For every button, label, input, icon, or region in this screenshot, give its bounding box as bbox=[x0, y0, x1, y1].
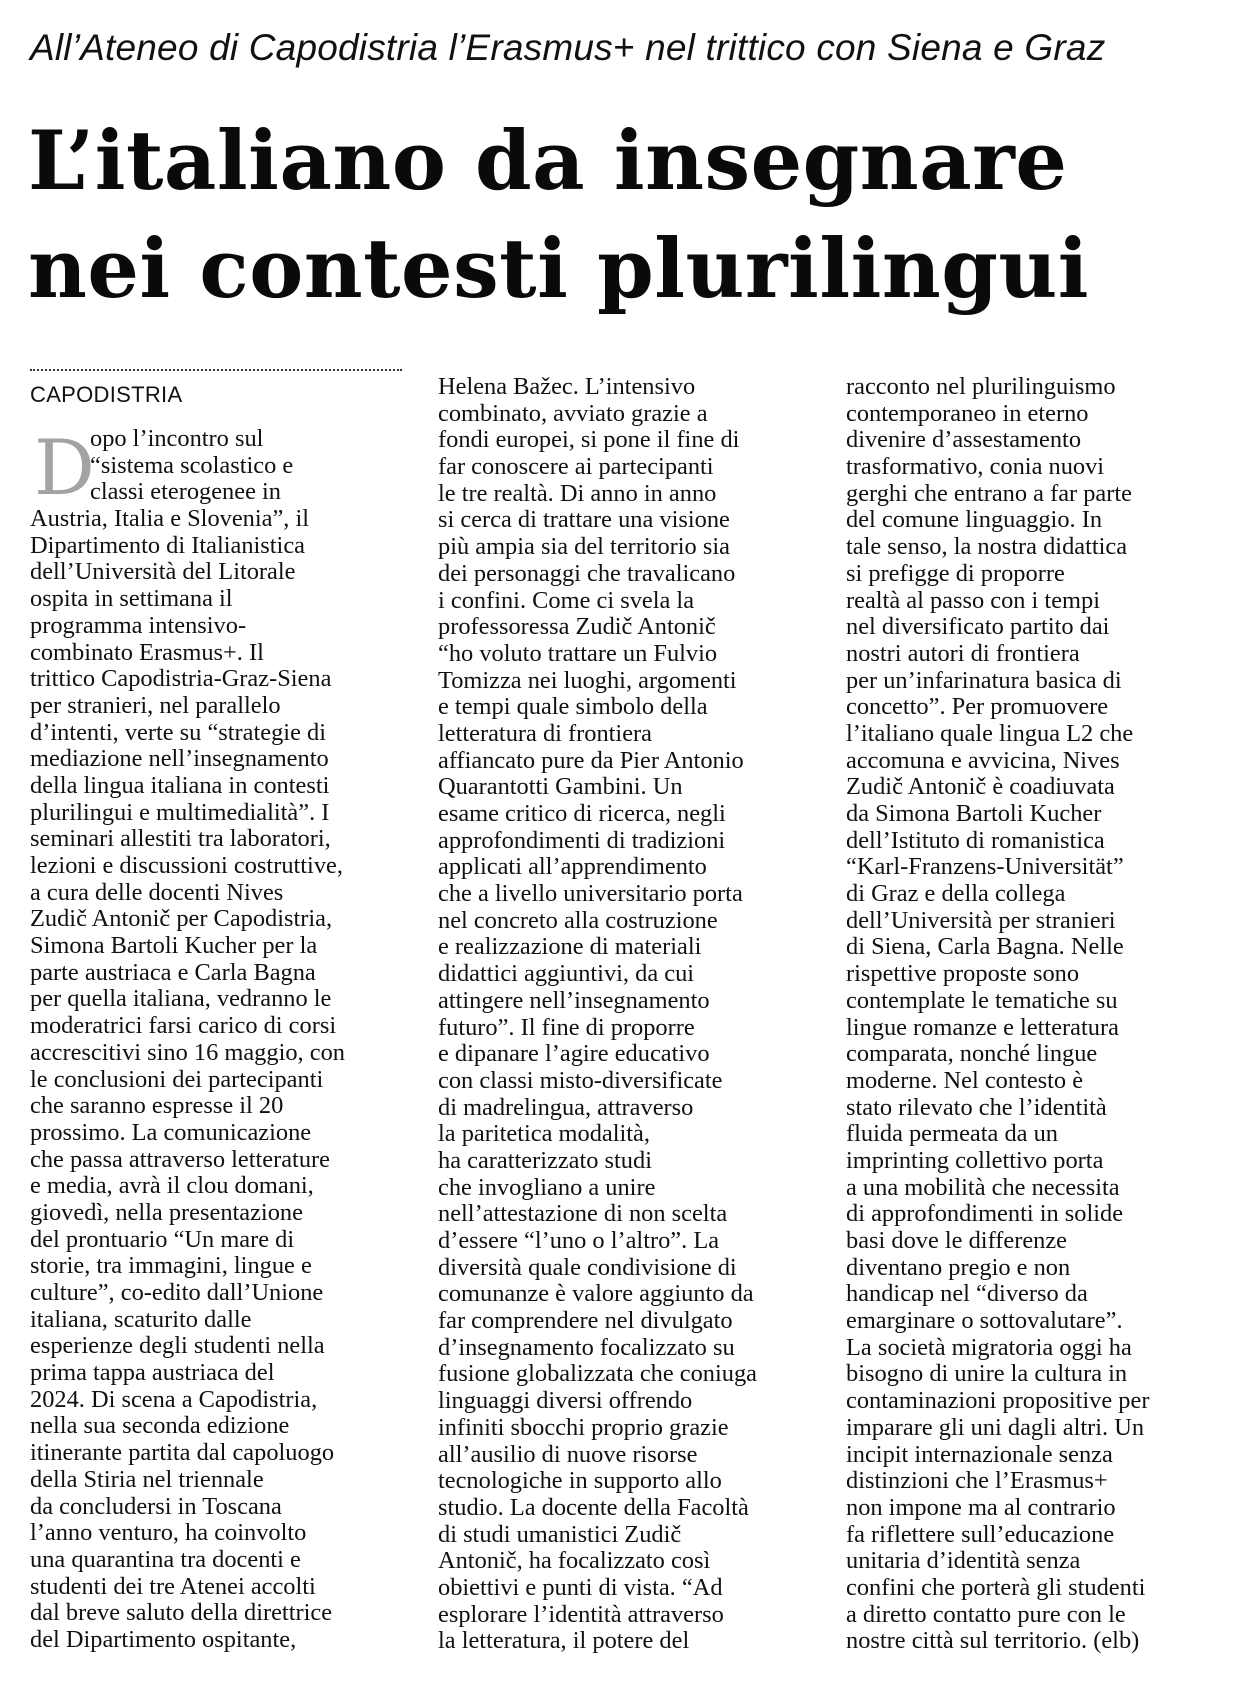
text-line: d’intenti, verte su “strategie di bbox=[30, 718, 326, 746]
article-kicker: All’Ateneo di Capodistria l’Erasmus+ nel trittico con Siena e Graz bbox=[30, 27, 1106, 68]
text-line: lezioni e discussioni costruttive, bbox=[30, 852, 343, 879]
text-line: approfondimenti di tradizioni bbox=[438, 826, 726, 854]
text-line: della Stiria nel triennale bbox=[30, 1465, 264, 1493]
text-line: La società migratoria oggi ha bbox=[846, 1333, 1132, 1361]
text-line: Dipartimento di Italianistica bbox=[30, 531, 305, 559]
text-line: dal breve saluto della direttrice bbox=[30, 1599, 333, 1627]
text-line: classi eterogenee in bbox=[90, 478, 281, 506]
text-line: la letteratura, il potere del bbox=[438, 1627, 690, 1655]
text-line: le conclusioni dei partecipanti bbox=[30, 1065, 324, 1093]
text-line: che invogliano a unire bbox=[438, 1173, 656, 1201]
text-line: racconto nel plurilinguismo bbox=[846, 373, 1116, 400]
article-headline bbox=[28, 108, 1238, 324]
text-line: dell’Università del Litorale bbox=[30, 558, 296, 586]
text-line: unitaria d’identità senza bbox=[846, 1547, 1081, 1575]
text-line: Austria, Italia e Slovenia”, il bbox=[30, 505, 310, 533]
text-line: si cerca di trattare una visione bbox=[438, 506, 730, 534]
text-line: “sistema scolastico e bbox=[90, 451, 294, 479]
text-line: che saranno espresse il 20 bbox=[30, 1092, 284, 1120]
text-line: del Dipartimento ospitante, bbox=[30, 1625, 297, 1653]
text-line: del comune linguaggio. In bbox=[846, 506, 1103, 534]
text-line: nell’attestazione di non scelta bbox=[438, 1200, 728, 1228]
article-column-3 bbox=[846, 374, 1231, 1655]
text-line: si prefigge di proporre bbox=[846, 559, 1065, 587]
text-line: seminari allestiti tra laboratori, bbox=[30, 825, 331, 853]
text-line: itinerante partita dal capoluogo bbox=[30, 1439, 335, 1467]
text-line: d’insegnamento focalizzato su bbox=[438, 1333, 735, 1361]
text-line: e realizzazione di materiali bbox=[438, 933, 702, 961]
text-line: della lingua italiana in contesti bbox=[30, 771, 330, 799]
text-line: studenti dei tre Atenei accolti bbox=[30, 1572, 316, 1600]
text-line: del prontuario “Un mare di bbox=[30, 1225, 295, 1253]
text-line: Helena Bažec. L’intensivo bbox=[438, 373, 696, 400]
text-line: moderne. Nel contesto è bbox=[846, 1066, 1084, 1094]
text-line: infiniti sbocchi proprio grazie bbox=[438, 1413, 729, 1441]
text-line: ha caratterizzato studi bbox=[438, 1146, 652, 1174]
text-line: contemplate le tematiche su bbox=[846, 986, 1118, 1014]
text-line: da concludersi in Toscana bbox=[30, 1492, 282, 1520]
text-line: contemporaneo in eterno bbox=[846, 399, 1089, 427]
text-line: concetto”. Per promuovere bbox=[846, 693, 1109, 721]
text-line: gerghi che entrano a far parte bbox=[846, 479, 1132, 507]
text-line: plurilingui e multimedialità”. I bbox=[30, 798, 330, 826]
text-line: “ho voluto trattare un Fulvio bbox=[438, 639, 718, 667]
text-line: stato rilevato che l’identità bbox=[846, 1093, 1107, 1121]
text-line: opo l’incontro sul bbox=[90, 425, 264, 452]
text-line: l’anno venturo, ha coinvolto bbox=[30, 1519, 307, 1547]
text-line: nel concreto alla costruzione bbox=[438, 906, 718, 934]
text-line: studio. La docente della Facoltà bbox=[438, 1493, 749, 1521]
text-line: fusione globalizzata che coniuga bbox=[438, 1360, 757, 1388]
drop-cap: D bbox=[34, 423, 95, 512]
text-line: ospita in settimana il bbox=[30, 585, 233, 613]
text-line: didattici aggiuntivi, da cui bbox=[438, 960, 695, 988]
text-line: italiana, scaturito dalle bbox=[30, 1305, 252, 1333]
text-line: fluida permeata da un bbox=[846, 1120, 1058, 1148]
text-line: attingere nell’insegnamento bbox=[438, 986, 710, 1014]
text-line: nel diversificato partito dai bbox=[846, 613, 1110, 641]
text-line: d’essere “l’uno o l’altro”. La bbox=[438, 1227, 720, 1254]
text-line: futuro”. Il fine di proporre bbox=[438, 1013, 695, 1041]
text-line: comunanze è valore aggiunto da bbox=[438, 1280, 754, 1308]
text-line: Quarantotti Gambini. Un bbox=[438, 773, 683, 801]
text-line: Antonič, ha focalizzato così bbox=[438, 1547, 711, 1575]
text-line: Zudič Antonič per Capodistria, bbox=[30, 905, 333, 933]
text-line: l’italiano quale lingua L2 che bbox=[846, 719, 1134, 747]
text-line: a cura delle docenti Nives bbox=[30, 878, 284, 906]
text-line: le tre realtà. Di anno in anno bbox=[438, 479, 717, 507]
text-line: affiancato pure da Pier Antonio bbox=[438, 746, 744, 774]
text-line: Simona Bartoli Kucher per la bbox=[30, 932, 318, 960]
text-line: programma intensivo- bbox=[30, 611, 247, 639]
text-line: lingue romanze e letteratura bbox=[846, 1013, 1119, 1041]
text-line: una quarantina tra docenti e bbox=[30, 1545, 301, 1573]
text-line: linguaggi diversi offrendo bbox=[438, 1387, 693, 1415]
text-line: di Siena, Carla Bagna. Nelle bbox=[846, 933, 1124, 961]
text-line: trittico Capodistria-Graz-Siena bbox=[30, 665, 332, 693]
text-line: dell’Istituto di romanistica bbox=[846, 826, 1105, 854]
text-line: incipit internazionale senza bbox=[846, 1440, 1113, 1468]
text-line: che passa attraverso letterature bbox=[30, 1145, 330, 1173]
text-line: comparata, nonché lingue bbox=[846, 1040, 1098, 1068]
article-column-1 bbox=[30, 423, 415, 1654]
text-line: storie, tra immagini, lingue e bbox=[30, 1252, 312, 1280]
text-line: e tempi quale simbolo della bbox=[438, 693, 708, 721]
text-line: non impone ma al contrario bbox=[846, 1493, 1116, 1521]
text-line: tale senso, la nostra didattica bbox=[846, 533, 1128, 561]
text-line: più ampia sia del territorio sia bbox=[438, 533, 730, 561]
text-line: a una mobilità che necessita bbox=[846, 1173, 1120, 1201]
text-line: parte austriaca e Carla Bagna bbox=[30, 958, 316, 986]
text-line: prossimo. La comunicazione bbox=[30, 1118, 312, 1146]
text-line: realtà al passo con i tempi bbox=[846, 586, 1100, 614]
text-line: da Simona Bartoli Kucher bbox=[846, 800, 1102, 827]
text-line: con classi misto-diversificate bbox=[438, 1066, 723, 1094]
text-line: dell’Università per stranieri bbox=[846, 906, 1116, 934]
text-line: diventano pregio e non bbox=[846, 1253, 1071, 1281]
text-line: nella sua seconda edizione bbox=[30, 1412, 290, 1440]
text-line: accrescitivi sino 16 maggio, con bbox=[30, 1038, 345, 1066]
text-line: per quella italiana, vedranno le bbox=[30, 985, 332, 1013]
text-line: per stranieri, nel parallelo bbox=[30, 691, 281, 719]
text-line: trasformativo, conia nuovi bbox=[846, 453, 1105, 481]
text-line: emarginare o sottovalutare”. bbox=[846, 1307, 1123, 1335]
text-line: accomuna e avvicina, Nives bbox=[846, 746, 1120, 774]
text-line: all’ausilio di nuove risorse bbox=[438, 1440, 698, 1468]
text-line: combinato, avviato grazie a bbox=[438, 399, 708, 427]
text-line: i confini. Come ci svela la bbox=[438, 586, 695, 614]
text-line: che a livello universitario porta bbox=[438, 880, 743, 908]
text-line: la paritetica modalità, bbox=[438, 1120, 650, 1148]
text-line: rispettive proposte sono bbox=[846, 960, 1080, 988]
text-line: imparare gli uni dagli altri. Un bbox=[846, 1413, 1145, 1441]
text-line: per un’infarinatura basica di bbox=[846, 666, 1122, 694]
text-line: esame critico di ricerca, negli bbox=[438, 800, 726, 827]
text-line: esperienze degli studenti nella bbox=[30, 1332, 325, 1360]
text-line: e media, avrà il clou domani, bbox=[30, 1172, 314, 1200]
text-line: dei personaggi che travalicano bbox=[438, 559, 736, 587]
text-line: professoressa Zudič Antonič bbox=[438, 613, 716, 641]
dotted-separator bbox=[30, 369, 402, 371]
text-line: combinato Erasmus+. Il bbox=[30, 638, 264, 666]
text-line: handicap nel “diverso da bbox=[846, 1280, 1088, 1308]
article-column-2 bbox=[438, 374, 823, 1655]
text-line: giovedì, nella presentazione bbox=[30, 1198, 303, 1226]
text-line: tecnologiche in supporto allo bbox=[438, 1467, 722, 1495]
text-line: 2024. Di scena a Capodistria, bbox=[30, 1385, 318, 1413]
headline-line-2: nei contesti plurilingui bbox=[28, 222, 1090, 317]
text-line: contaminazioni propositive per bbox=[846, 1387, 1150, 1415]
text-line: applicati all’apprendimento bbox=[438, 853, 707, 881]
text-line: bisogno di unire la cultura in bbox=[846, 1360, 1128, 1388]
text-line: basi dove le differenze bbox=[846, 1227, 1067, 1254]
text-line: di Graz e della collega bbox=[846, 880, 1066, 908]
text-line: obiettivi e punti di vista. “Ad bbox=[438, 1573, 723, 1601]
text-line: e dipanare l’agire educativo bbox=[438, 1040, 710, 1068]
text-line: fondi europei, si pone il fine di bbox=[438, 426, 740, 454]
text-line: a diretto contatto pure con le bbox=[846, 1600, 1126, 1628]
text-line: fa riflettere sull’educazione bbox=[846, 1520, 1115, 1548]
text-line: divenire d’assestamento bbox=[846, 426, 1082, 454]
text-line: far comprendere nel divulgato bbox=[438, 1307, 733, 1335]
text-line: confini che porterà gli studenti bbox=[846, 1573, 1146, 1601]
text-line: diversità quale condivisione di bbox=[438, 1253, 737, 1281]
text-line: Tomizza nei luoghi, argomenti bbox=[438, 666, 737, 694]
text-line: prima tappa austriaca del bbox=[30, 1359, 275, 1387]
dateline: CAPODISTRIA bbox=[30, 382, 183, 407]
text-line: culture”, co-edito dall’Unione bbox=[30, 1279, 324, 1306]
text-line: Zudič Antonič è coadiuvata bbox=[846, 773, 1115, 801]
text-line: far conoscere ai partecipanti bbox=[438, 453, 714, 481]
text-line: “Karl-Franzens-Universität” bbox=[846, 853, 1124, 881]
text-line: di madrelingua, attraverso bbox=[438, 1093, 694, 1121]
headline-line-1: L’italiano da insegnare bbox=[28, 114, 1068, 209]
text-line: distinzioni che l’Erasmus+ bbox=[846, 1467, 1108, 1495]
text-line: mediazione nell’insegnamento bbox=[30, 745, 329, 773]
text-line: moderatrici farsi carico di corsi bbox=[30, 1012, 337, 1040]
text-line: esplorare l’identità attraverso bbox=[438, 1600, 724, 1628]
text-line: di approfondimenti in solide bbox=[846, 1200, 1124, 1228]
text-line: nostri autori di frontiera bbox=[846, 639, 1080, 667]
text-line: nostre città sul territorio. (elb) bbox=[846, 1627, 1140, 1655]
text-line: letteratura di frontiera bbox=[438, 719, 652, 747]
text-line: imprinting collettivo porta bbox=[846, 1146, 1104, 1174]
text-line: di studi umanistici Zudič bbox=[438, 1520, 682, 1548]
